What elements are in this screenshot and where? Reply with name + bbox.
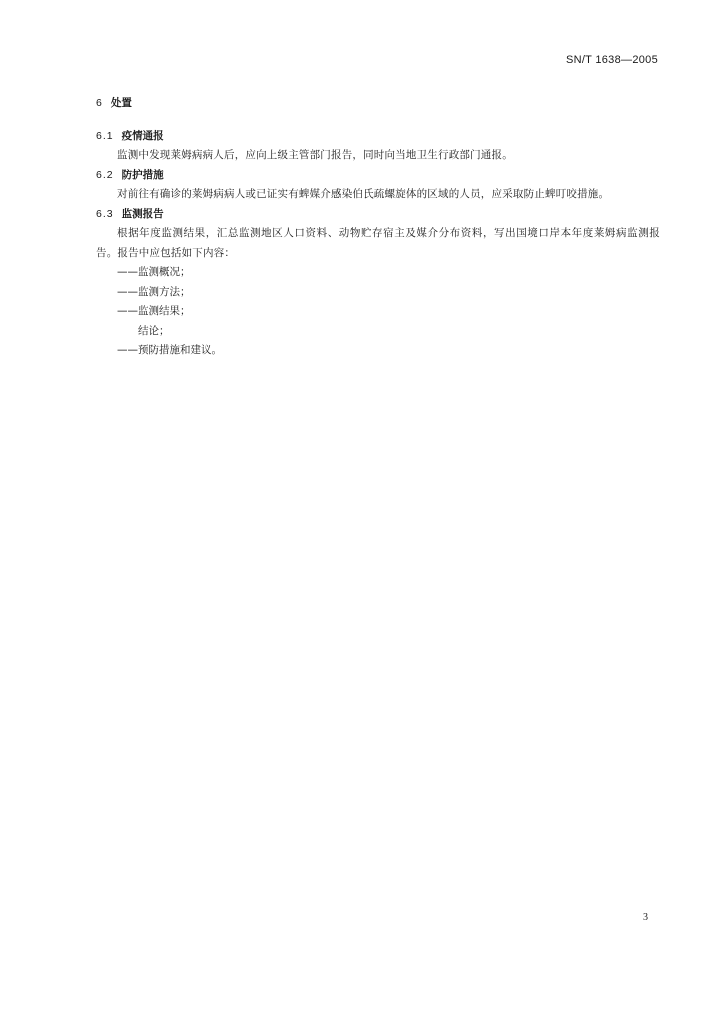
list-item: ——监测概况； bbox=[117, 266, 191, 278]
standard-number: SN/T 1638—2005 bbox=[565, 54, 658, 66]
section-6-heading bbox=[96, 94, 660, 114]
section-6-1-number: 6.1 bbox=[96, 129, 114, 142]
page-number: 3 bbox=[643, 912, 648, 923]
document-body bbox=[96, 94, 660, 361]
section-6-3-heading bbox=[96, 205, 660, 225]
section-6-3-title: 监测报告 bbox=[121, 207, 164, 220]
section-6-title: 处置 bbox=[110, 97, 132, 109]
list-item: 结论； bbox=[138, 324, 170, 337]
section-6-1-title: 疫情通报 bbox=[121, 129, 164, 142]
section-6-3-paragraph: 根据年度监测结果，汇总监测地区人口资料、动物贮存宿主及媒介分布资料，写出国境口岸本年度莱姆病监测报告。报告中应包括如下内容： bbox=[96, 227, 660, 259]
section-6-2-title: 防护措施 bbox=[121, 168, 164, 181]
section-6-3-number: 6.3 bbox=[96, 207, 114, 220]
section-6-number: 6 bbox=[96, 97, 103, 109]
list-item: ——监测结果； bbox=[117, 305, 191, 317]
section-6-2-heading bbox=[96, 166, 660, 186]
list-item: ——监测方法； bbox=[117, 285, 191, 298]
section-6-2-number: 6.2 bbox=[96, 168, 114, 181]
section-6-2-paragraph: 对前往有确诊的莱姆病病人或已证实有蜱媒介感染伯氏疏螺旋体的区域的人员，应采取防止蜱叮咬措施。 bbox=[117, 188, 610, 200]
section-6-1-paragraph: 监测中发现莱姆病病人后，应向上级主管部门报告，同时向当地卫生行政部门通报。 bbox=[117, 149, 513, 161]
section-6-1-heading bbox=[96, 127, 660, 147]
list-item: ——预防措施和建议。 bbox=[117, 344, 222, 356]
